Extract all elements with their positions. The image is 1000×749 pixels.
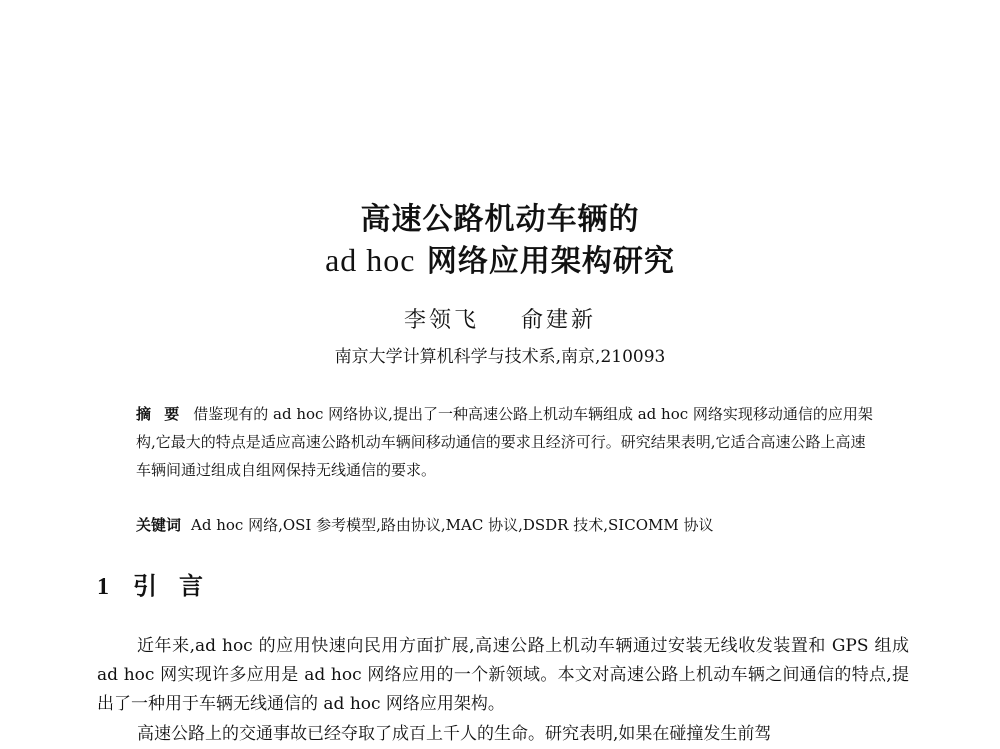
- paper-title-latin: ad hoc: [325, 242, 416, 278]
- body-paragraph-2: 高速公路上的交通事故已经夺取了成百上千人的生命。研究表明,如果在碰撞发生前驾: [137, 724, 772, 744]
- abstract-text: 借鉴现有的 ad hoc 网络协议,提出了一种高速公路上机动车辆组成 ad hoc 网络实现移动通信的应用架构,它最大的特点是适应高速公路机动车辆间移动通信的要求且经济可行。研究结果表明,它适合高速公路上高速车辆间通过组成自组网保持无线通信的要求。: [136, 405, 873, 479]
- paper-title-line2: [0, 236, 1000, 280]
- section-number: 1: [97, 574, 109, 600]
- author-list: [0, 303, 1000, 334]
- affiliation: 南京大学计算机科学与技术系,南京,210093: [334, 347, 666, 367]
- keywords: [136, 511, 876, 539]
- author-1: 李领飞: [403, 308, 479, 333]
- paper-title-line1: 高速公路机动车辆的: [360, 202, 640, 237]
- keywords-label: 关键词: [136, 516, 182, 534]
- keywords-text: Ad hoc 网络,OSI 参考模型,路由协议,MAC 协议,DSDR 技术,SICOMM 协议: [191, 516, 714, 534]
- section-heading-introduction: [97, 566, 225, 601]
- abstract: [136, 400, 876, 484]
- abstract-label: 摘 要: [136, 405, 184, 423]
- author-2: 俞建新: [521, 308, 597, 333]
- paper-title-rest: 网络应用架构研究: [415, 244, 675, 279]
- section-title: 引言: [133, 572, 225, 600]
- body-paragraph-1: 近年来,ad hoc 的应用快速向民用方面扩展,高速公路上机动车辆通过安装无线收发装置和 GPS 组成 ad hoc 网实现许多应用是 ad hoc 网络应用的一个新领域。本文对高速公路上机动车辆之间通信的特点,提出了一种用于车辆无线通信的 ad hoc 网络应用架构。: [97, 636, 909, 714]
